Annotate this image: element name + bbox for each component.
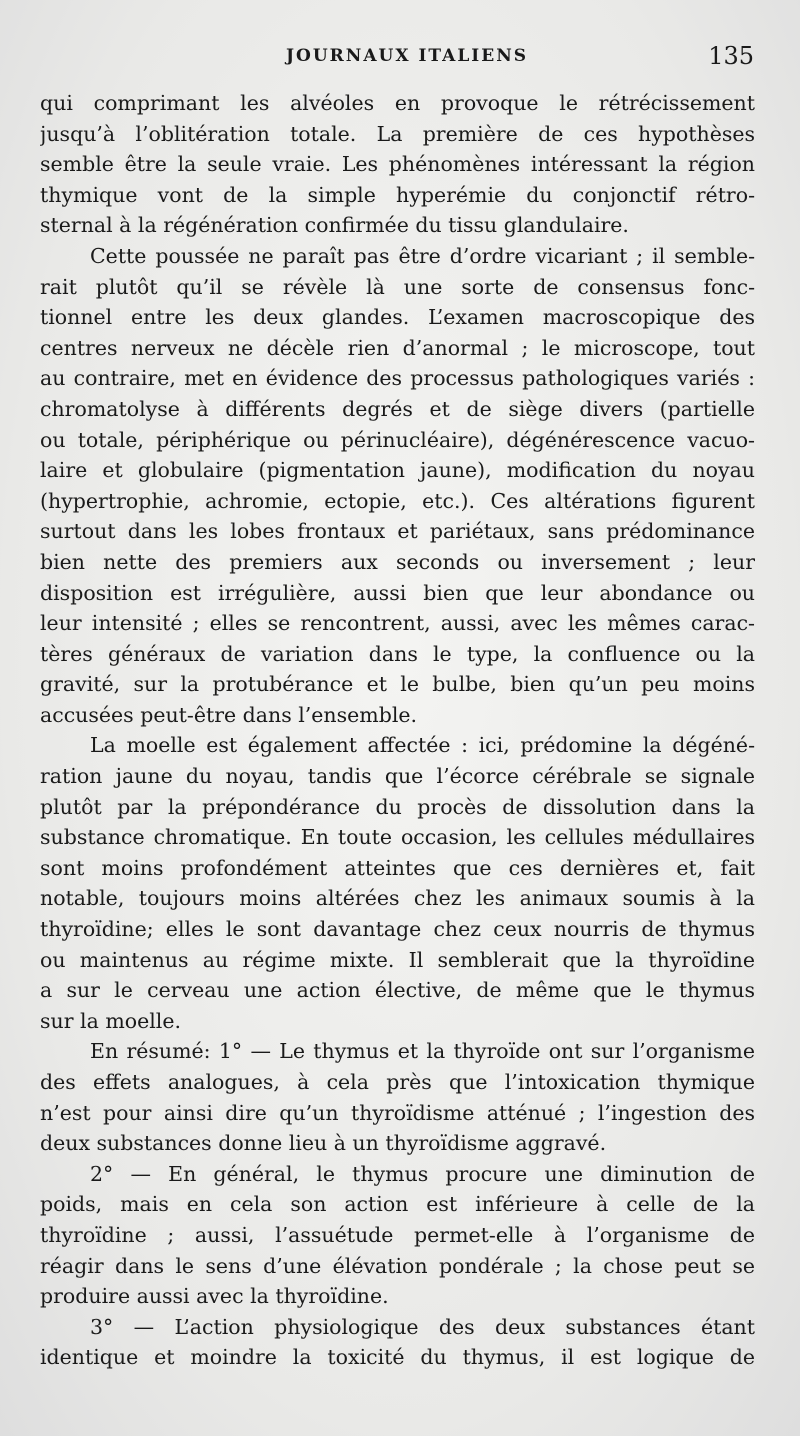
page-header [0,42,800,76]
text-line: 3° — L’action physiologique des deux substances étant [90,1314,755,1339]
text-line: réagir dans le sens d’une élévation pondérale ; la chose peut se [40,1253,755,1278]
text-line: sont moins profondément atteintes que ces dernières et, fait [40,855,755,880]
text-line: 2° — En général, le thymus procure une diminution de [90,1161,755,1186]
text-line: thyroïdine ; aussi, l’assuétude permet-elle à l’organisme de [40,1222,755,1247]
text-line: tionnel entre les deux glandes. L’examen macroscopique des [40,305,755,330]
running-title: JOURNAUX ITALIENS [286,46,529,66]
text-line: thyroïdine; elles le sont davantage chez ceux nourris de thymus [40,917,755,942]
text-line: centres nerveux ne décèle rien d’anormal ; le microscope, tout [40,335,755,360]
text-line: deux substances donne lieu à un thyroïdisme aggravé. [40,1131,607,1156]
text-line: La moelle est également affectée : ici, prédomine la dégéné- [90,733,755,758]
text-line: a sur le cerveau une action élective, de même que le thymus [40,978,755,1003]
text-line: (hypertrophie, achromie, ectopie, etc.). Ces altérations figurent [40,488,755,513]
text-line: produire aussi avec la thyroïdine. [40,1284,389,1309]
text-line: ou totale, périphérique ou périnucléaire), dégénérescence vacuo- [40,427,755,452]
text-line: Cette poussée ne paraît pas être d’ordre vicariant ; il semble- [90,243,755,268]
page-number: 135 [708,42,754,70]
text-line: plutôt par la prépondérance du procès de dissolution dans la [40,794,755,819]
text-line: notable, toujours moins altérées chez les animaux soumis à la [40,886,755,911]
text-line: chromatolyse à différents degrés et de siège divers (partielle [40,396,755,421]
text-line: En résumé: 1° — Le thymus et la thyroïde ont sur l’organisme [90,1039,755,1064]
text-line: poids, mais en cela son action est inférieure à celle de la [40,1192,755,1217]
text-line: thymique vont de la simple hyperémie du conjonctif rétro- [40,182,755,207]
text-line: identique et moindre la toxicité du thymus, il est logique de [40,1345,755,1370]
text-line: surtout dans les lobes frontaux et pariétaux, sans prédominance [40,519,755,544]
text-line: disposition est irrégulière, aussi bien que leur abondance ou [40,580,755,605]
text-line: sternal à la régénération confirmée du tissu glandulaire. [40,213,629,238]
text-line: au contraire, met en évidence des processus pathologiques variés : [40,366,755,391]
text-line: sur la moelle. [40,1008,182,1033]
text-line: des effets analogues, à cela près que l’intoxication thymique [40,1070,755,1094]
text-line: jusqu’à l’oblitération totale. La première de ces hypothèses [40,121,755,146]
text-line: substance chromatique. En toute occasion, les cellules médullaires [40,825,755,850]
text-line: rait plutôt qu’il se révèle là une sorte de consensus fonc- [40,274,755,299]
text-line: leur intensité ; elles se rencontrent, aussi, avec les mêmes carac- [40,611,755,636]
text-line: n’est pour ainsi dire qu’un thyroïdisme atténué ; l’ingestion des [40,1100,755,1125]
text-line: bien nette des premiers aux seconds ou inversement ; leur [40,549,755,574]
text-line: tères généraux de variation dans le type, la confluence ou la [40,641,755,666]
text-line: qui comprimant les alvéoles en provoque le rétrécissement [40,91,755,115]
text-line: semble être la seule vraie. Les phénomènes intéressant la région [40,152,755,177]
text-line: ou maintenus au régime mixte. Il semblerait que la thyroïdine [40,947,755,972]
text-line: laire et globulaire (pigmentation jaune), modification du noyau [40,458,755,483]
text-line: accusées peut-être dans l’ensemble. [40,702,418,727]
text-line: ration jaune du noyau, tandis que l’écorce cérébrale se signale [40,764,755,789]
text-line: gravité, sur la protubérance et le bulbe, bien qu’un peu moins [40,672,755,697]
body-text [40,88,755,1373]
